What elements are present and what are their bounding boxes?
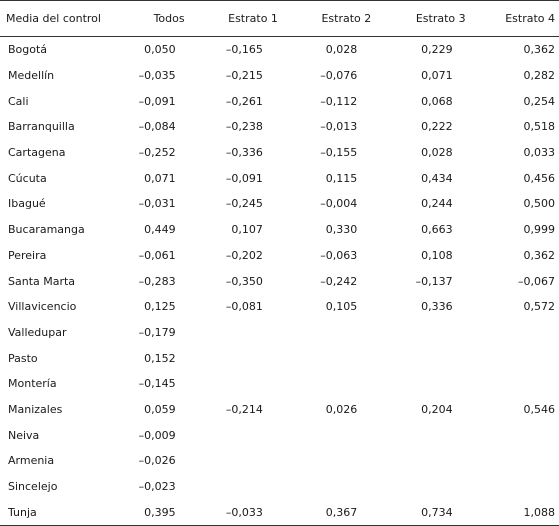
table-row: [0, 165, 559, 191]
table-row: [0, 140, 559, 166]
value-cell: 0,071: [144, 171, 176, 185]
value-cell: [185, 448, 278, 474]
row-label: Valledupar: [8, 325, 67, 339]
value-cell: 0,254: [523, 94, 555, 108]
value-cell: [371, 371, 465, 397]
value-cell: 0,362: [523, 248, 555, 262]
value-cell: –0,214: [225, 402, 263, 416]
value-cell: –0,252: [138, 146, 176, 160]
row-label: Bucaramanga: [8, 223, 85, 237]
value-cell: [466, 371, 559, 397]
value-cell: –0,261: [225, 94, 263, 108]
table-row: [0, 397, 559, 423]
value-cell: 0,546: [523, 402, 555, 416]
row-label: Ibagué: [8, 197, 46, 211]
table-row: [0, 294, 559, 320]
header-row: [0, 1, 559, 37]
value-cell: –0,084: [138, 120, 176, 134]
value-cell: –0,350: [225, 274, 263, 288]
row-label: Armenia: [8, 454, 55, 468]
value-cell: –0,081: [225, 300, 263, 314]
value-cell: [466, 422, 559, 448]
value-cell: –0,031: [138, 197, 176, 211]
value-cell: –0,245: [225, 197, 263, 211]
table-row: [0, 448, 559, 474]
value-cell: [371, 345, 465, 371]
value-cell: –0,091: [138, 94, 176, 108]
value-cell: [466, 320, 559, 346]
value-cell: [278, 448, 371, 474]
row-label: Medellín: [8, 69, 55, 83]
value-cell: –0,091: [225, 171, 263, 185]
value-cell: 0,059: [144, 402, 176, 416]
value-cell: [278, 422, 371, 448]
value-cell: 0,244: [421, 197, 453, 211]
value-cell: 0,105: [325, 300, 358, 314]
value-cell: 0,033: [523, 146, 555, 160]
value-cell: –0,067: [518, 274, 555, 288]
row-label: Barranquilla: [8, 120, 75, 134]
value-cell: –0,336: [225, 146, 263, 160]
header-cell: Todos: [122, 1, 184, 37]
table-row: [0, 217, 559, 243]
value-cell: [185, 422, 278, 448]
value-cell: 0,999: [523, 223, 555, 237]
table-row: [0, 191, 559, 217]
row-label: Sincelejo: [8, 480, 58, 494]
value-cell: –0,112: [320, 94, 358, 108]
value-cell: –0,242: [320, 274, 358, 288]
value-cell: [278, 345, 371, 371]
header-cell: Estrato 3: [371, 1, 465, 37]
value-cell: 0,572: [523, 300, 555, 314]
table-row: [0, 268, 559, 294]
row-label: Cali: [8, 94, 29, 108]
value-cell: [371, 474, 465, 500]
header-cell: Estrato 1: [185, 1, 278, 37]
header-cell: Estrato 2: [278, 1, 371, 37]
value-cell: 0,395: [122, 499, 184, 525]
row-label: Pasto: [8, 351, 38, 365]
table-body: [0, 37, 559, 526]
table-row: [0, 345, 559, 371]
value-cell: –0,137: [415, 274, 453, 288]
row-label: Tunja: [0, 499, 122, 525]
table-row: [0, 320, 559, 346]
table-row: [0, 499, 559, 525]
table-row: [0, 88, 559, 114]
value-cell: 0,050: [144, 43, 176, 57]
value-cell: [185, 474, 278, 500]
table-row: [0, 422, 559, 448]
value-cell: 0,282: [523, 69, 555, 83]
value-cell: 0,500: [523, 197, 555, 211]
value-cell: 1,088: [466, 499, 559, 525]
value-cell: –0,165: [225, 43, 263, 57]
table-row: [0, 474, 559, 500]
value-cell: –0,283: [138, 274, 176, 288]
value-cell: 0,204: [421, 402, 453, 416]
value-cell: 0,222: [421, 120, 453, 134]
value-cell: –0,023: [138, 480, 176, 494]
value-cell: 0,152: [144, 351, 176, 365]
value-cell: [278, 474, 371, 500]
row-label: Bogotá: [8, 43, 48, 57]
row-label: Manizales: [8, 402, 63, 416]
value-cell: 0,434: [421, 171, 453, 185]
value-cell: 0,125: [144, 300, 176, 314]
value-cell: –0,202: [225, 248, 263, 262]
value-cell: 0,028: [421, 146, 453, 160]
value-cell: [185, 345, 278, 371]
value-cell: [185, 320, 278, 346]
value-cell: [278, 371, 371, 397]
value-cell: [466, 448, 559, 474]
row-label: Cúcuta: [8, 171, 47, 185]
value-cell: –0,155: [320, 146, 358, 160]
value-cell: 0,734: [371, 499, 465, 525]
table-header: [0, 1, 559, 37]
value-cell: [466, 345, 559, 371]
value-cell: [371, 448, 465, 474]
value-cell: –0,145: [138, 377, 176, 391]
row-label: Pereira: [8, 248, 47, 262]
value-cell: 0,330: [325, 223, 358, 237]
value-cell: –0,004: [320, 197, 358, 211]
value-cell: 0,518: [523, 120, 555, 134]
value-cell: 0,107: [231, 223, 263, 237]
row-label: Montería: [8, 377, 57, 391]
value-cell: [466, 474, 559, 500]
header-cell: Media del control: [0, 1, 122, 37]
value-cell: –0,076: [320, 69, 358, 83]
table-row: [0, 63, 559, 89]
row-label: Villavicencio: [8, 300, 77, 314]
value-cell: 0,026: [325, 402, 358, 416]
row-label: Cartagena: [8, 146, 66, 160]
value-cell: –0,035: [138, 69, 176, 83]
value-cell: 0,071: [421, 69, 453, 83]
value-cell: 0,108: [421, 248, 453, 262]
row-label: Santa Marta: [8, 274, 76, 288]
header-cell: Estrato 4: [466, 1, 559, 37]
value-cell: –0,063: [320, 248, 358, 262]
value-cell: [185, 371, 278, 397]
table-row: [0, 243, 559, 269]
value-cell: [371, 320, 465, 346]
value-cell: 0,068: [421, 94, 453, 108]
value-cell: 0,028: [325, 43, 358, 57]
value-cell: [371, 422, 465, 448]
value-cell: –0,009: [138, 428, 176, 442]
value-cell: –0,033: [185, 499, 278, 525]
table-row: [0, 114, 559, 140]
value-cell: 0,336: [421, 300, 453, 314]
value-cell: 0,367: [278, 499, 371, 525]
row-label: Neiva: [8, 428, 40, 442]
value-cell: 0,449: [144, 223, 176, 237]
value-cell: –0,061: [138, 248, 176, 262]
table-row: [0, 37, 559, 63]
table-row: [0, 371, 559, 397]
value-cell: –0,179: [138, 325, 176, 339]
value-cell: –0,026: [138, 454, 176, 468]
value-cell: 0,663: [421, 223, 453, 237]
value-cell: [278, 320, 371, 346]
value-cell: –0,215: [225, 69, 263, 83]
value-cell: 0,229: [421, 43, 453, 57]
value-cell: –0,013: [320, 120, 358, 134]
value-cell: 0,115: [325, 171, 358, 185]
value-cell: –0,238: [225, 120, 263, 134]
value-cell: 0,456: [523, 171, 555, 185]
value-cell: 0,362: [523, 43, 555, 57]
